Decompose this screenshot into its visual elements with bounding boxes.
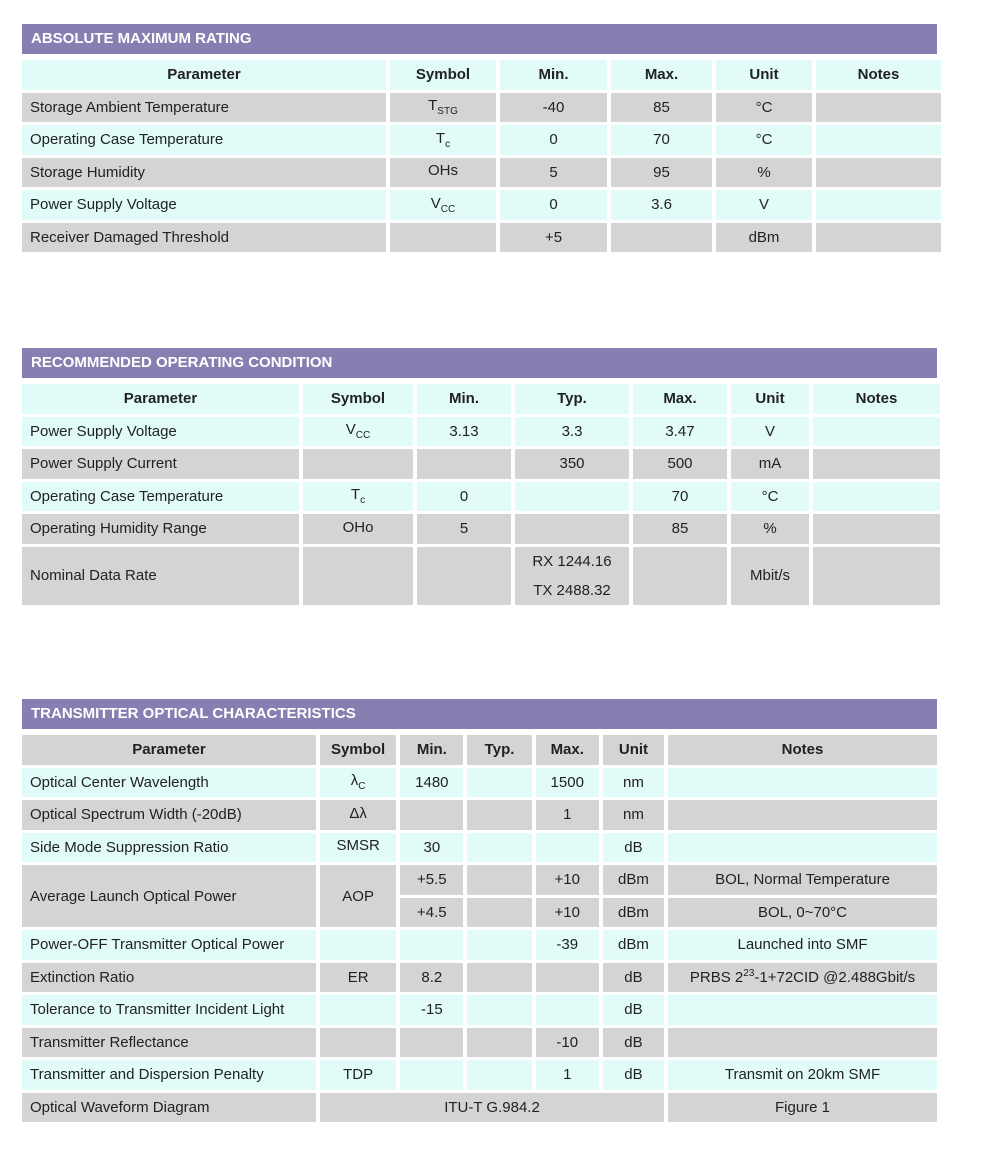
- header-cell: Min.: [500, 60, 607, 90]
- param-cell: Optical Center Wavelength: [22, 768, 316, 798]
- param-cell: Transmitter and Dispersion Penalty: [22, 1060, 316, 1090]
- header-cell: Unit: [716, 60, 812, 90]
- table-row: [22, 223, 941, 253]
- max-cell: 1: [536, 1060, 599, 1090]
- max-cell: 70: [633, 482, 727, 512]
- table-row: [22, 125, 941, 155]
- min-cell: 5: [500, 158, 607, 188]
- symbol-cell: $V_{CC}$: [303, 417, 413, 447]
- absolute-maximum-rating-section: [22, 24, 937, 255]
- table-row: [22, 1028, 937, 1058]
- min-cell: [400, 1060, 463, 1090]
- max-cell: +10: [536, 898, 599, 928]
- notes-cell: [813, 449, 940, 479]
- min-cell: [400, 1028, 463, 1058]
- typ-cell: [515, 482, 629, 512]
- unit-cell: nm: [603, 800, 664, 830]
- table-row: [22, 865, 937, 895]
- max-cell: 1: [536, 800, 599, 830]
- table-row: [22, 514, 940, 544]
- symbol-cell: [390, 223, 496, 253]
- unit-cell: Mbit/s: [731, 547, 809, 605]
- unit-cell: dBm: [603, 930, 664, 960]
- section-title: TRANSMITTER OPTICAL CHARACTERISTICS: [22, 699, 937, 729]
- notes-cell: [816, 190, 941, 220]
- unit-cell: dBm: [603, 865, 664, 895]
- typ-cell: 3.3: [515, 417, 629, 447]
- max-cell: +10: [536, 865, 599, 895]
- min-cell: 1480: [400, 768, 463, 798]
- notes-cell: [668, 1028, 937, 1058]
- header-cell: Unit: [603, 735, 664, 765]
- typ-cell: [467, 768, 531, 798]
- absolute-maximum-rating-table: [18, 57, 945, 255]
- param-cell: Operating Case Temperature: [22, 125, 386, 155]
- unit-cell: V: [731, 417, 809, 447]
- section-title: RECOMMENDED OPERATING CONDITION: [22, 348, 937, 378]
- max-cell: -39: [536, 930, 599, 960]
- typ-cell: [515, 514, 629, 544]
- param-cell: Optical Waveform Diagram: [22, 1093, 316, 1123]
- header-cell: Symbol: [303, 384, 413, 414]
- header-cell: Parameter: [22, 735, 316, 765]
- max-cell: 3.6: [611, 190, 712, 220]
- min-cell: +5: [500, 223, 607, 253]
- table-row: [22, 417, 940, 447]
- notes-cell: [813, 514, 940, 544]
- rx-rate: RX 1244.16: [532, 552, 612, 570]
- header-cell: Parameter: [22, 60, 386, 90]
- max-cell: 70: [611, 125, 712, 155]
- unit-cell: dB: [603, 963, 664, 993]
- notes-cell: [813, 547, 940, 605]
- unit-cell: dB: [603, 833, 664, 863]
- notes-cell: [813, 417, 940, 447]
- symbol-cell: TDP: [320, 1060, 396, 1090]
- symbol-cell: $\lambda_C$: [320, 768, 396, 798]
- notes-cell: PRBS $2^{23}-1+72CID$ @2.488Gbit/s: [668, 963, 937, 993]
- unit-cell: dBm: [603, 898, 664, 928]
- header-cell: Typ.: [467, 735, 531, 765]
- table-header-row: [22, 735, 937, 765]
- min-cell: 8.2: [400, 963, 463, 993]
- max-cell: [536, 963, 599, 993]
- min-cell: [417, 547, 511, 605]
- typ-cell: 350: [515, 449, 629, 479]
- unit-cell: V: [716, 190, 812, 220]
- typ-cell: [515, 547, 629, 605]
- param-cell: Storage Humidity: [22, 158, 386, 188]
- min-cell: 3.13: [417, 417, 511, 447]
- symbol-cell: ER: [320, 963, 396, 993]
- unit-cell: %: [731, 514, 809, 544]
- param-cell: Nominal Data Rate: [22, 547, 299, 605]
- symbol-cell: $T_c$: [390, 125, 496, 155]
- table-row: [22, 1060, 937, 1090]
- typ-cell: [467, 833, 531, 863]
- table-row: [22, 1093, 937, 1123]
- max-cell: [536, 995, 599, 1025]
- notes-cell: [816, 158, 941, 188]
- unit-cell: nm: [603, 768, 664, 798]
- min-cell: 0: [417, 482, 511, 512]
- max-cell: [536, 833, 599, 863]
- tx-rate: TX 2488.32: [533, 581, 611, 599]
- max-cell: [633, 547, 727, 605]
- header-cell: Notes: [668, 735, 937, 765]
- typ-cell: [467, 898, 531, 928]
- unit-cell: °C: [716, 93, 812, 123]
- min-cell: 30: [400, 833, 463, 863]
- header-cell: Max.: [633, 384, 727, 414]
- table-row: [22, 963, 937, 993]
- min-cell: +5.5: [400, 865, 463, 895]
- min-cell: [400, 930, 463, 960]
- unit-cell: °C: [716, 125, 812, 155]
- header-cell: Max.: [611, 60, 712, 90]
- typ-cell: [467, 930, 531, 960]
- notes-cell: [668, 995, 937, 1025]
- symbol-cell: $T_c$: [303, 482, 413, 512]
- notes-cell: [668, 833, 937, 863]
- min-cell: 0: [500, 125, 607, 155]
- typ-cell: [467, 800, 531, 830]
- table-row: [22, 93, 941, 123]
- param-cell: Tolerance to Transmitter Incident Light: [22, 995, 316, 1025]
- param-cell: Power Supply Current: [22, 449, 299, 479]
- table-row: [22, 768, 937, 798]
- symbol-cell: $V_{CC}$: [390, 190, 496, 220]
- table-row: [22, 190, 941, 220]
- notes-cell: [668, 800, 937, 830]
- param-cell: Power Supply Voltage: [22, 417, 299, 447]
- table-row: [22, 482, 940, 512]
- param-cell: Side Mode Suppression Ratio: [22, 833, 316, 863]
- table-row: [22, 800, 937, 830]
- symbol-cell: [320, 930, 396, 960]
- notes-cell: BOL, Normal Temperature: [668, 865, 937, 895]
- notes-cell: BOL, 0~70°C: [668, 898, 937, 928]
- notes-cell: [816, 223, 941, 253]
- param-cell: Storage Ambient Temperature: [22, 93, 386, 123]
- unit-cell: dB: [603, 995, 664, 1025]
- notes-cell: [816, 125, 941, 155]
- typ-cell: [467, 1028, 531, 1058]
- symbol-cell: [303, 449, 413, 479]
- header-cell: Unit: [731, 384, 809, 414]
- notes-cell: [813, 482, 940, 512]
- min-cell: [400, 800, 463, 830]
- notes-cell: [668, 768, 937, 798]
- symbol-cell: SMSR: [320, 833, 396, 863]
- table-row: [22, 833, 937, 863]
- symbol-cell: OHs: [390, 158, 496, 188]
- max-cell: 3.47: [633, 417, 727, 447]
- symbol-cell: AOP: [320, 865, 396, 927]
- unit-cell: mA: [731, 449, 809, 479]
- table-row: [22, 158, 941, 188]
- table-row: [22, 995, 937, 1025]
- transmitter-optical-characteristics-table: [18, 732, 941, 1125]
- section-title: ABSOLUTE MAXIMUM RATING: [22, 24, 937, 54]
- max-cell: [611, 223, 712, 253]
- transmitter-optical-characteristics-section: [22, 699, 937, 1125]
- symbol-cell: [320, 1028, 396, 1058]
- min-cell: +4.5: [400, 898, 463, 928]
- notes-cell: [816, 93, 941, 123]
- symbol-cell: [303, 547, 413, 605]
- unit-cell: °C: [731, 482, 809, 512]
- header-cell: Notes: [816, 60, 941, 90]
- notes-cell: Launched into SMF: [668, 930, 937, 960]
- unit-cell: dB: [603, 1028, 664, 1058]
- min-cell: [417, 449, 511, 479]
- header-cell: Typ.: [515, 384, 629, 414]
- notes-cell: Transmit on 20km SMF: [668, 1060, 937, 1090]
- param-cell: Extinction Ratio: [22, 963, 316, 993]
- param-cell: Transmitter Reflectance: [22, 1028, 316, 1058]
- min-cell: 0: [500, 190, 607, 220]
- header-cell: Min.: [417, 384, 511, 414]
- header-cell: Max.: [536, 735, 599, 765]
- table-row: [22, 930, 937, 960]
- param-cell: Average Launch Optical Power: [22, 865, 316, 927]
- header-cell: Symbol: [320, 735, 396, 765]
- param-cell: Power Supply Voltage: [22, 190, 386, 220]
- recommended-operating-condition-section: [22, 348, 937, 608]
- unit-cell: %: [716, 158, 812, 188]
- recommended-operating-condition-table: [18, 381, 944, 608]
- table-row: [22, 547, 940, 605]
- header-cell: Notes: [813, 384, 940, 414]
- param-cell: Operating Case Temperature: [22, 482, 299, 512]
- typ-cell: [467, 995, 531, 1025]
- header-cell: Symbol: [390, 60, 496, 90]
- notes-cell: Figure 1: [668, 1093, 937, 1123]
- typ-cell: [467, 963, 531, 993]
- spec-cell: ITU-T G.984.2: [320, 1093, 664, 1123]
- max-cell: -10: [536, 1028, 599, 1058]
- symbol-cell: $T_{STG}$: [390, 93, 496, 123]
- param-cell: Receiver Damaged Threshold: [22, 223, 386, 253]
- table-header-row: [22, 60, 941, 90]
- typ-cell: [467, 865, 531, 895]
- typ-cell: [467, 1060, 531, 1090]
- max-cell: 500: [633, 449, 727, 479]
- param-cell: Power-OFF Transmitter Optical Power: [22, 930, 316, 960]
- unit-cell: dBm: [716, 223, 812, 253]
- symbol-cell: [320, 995, 396, 1025]
- param-cell: Optical Spectrum Width (-20dB): [22, 800, 316, 830]
- symbol-cell: OHo: [303, 514, 413, 544]
- min-cell: -40: [500, 93, 607, 123]
- header-cell: Min.: [400, 735, 463, 765]
- table-header-row: [22, 384, 940, 414]
- table-row: [22, 449, 940, 479]
- min-cell: -15: [400, 995, 463, 1025]
- param-cell: Operating Humidity Range: [22, 514, 299, 544]
- max-cell: 1500: [536, 768, 599, 798]
- header-cell: Parameter: [22, 384, 299, 414]
- max-cell: 85: [633, 514, 727, 544]
- max-cell: 95: [611, 158, 712, 188]
- symbol-cell: Δλ: [320, 800, 396, 830]
- max-cell: 85: [611, 93, 712, 123]
- min-cell: 5: [417, 514, 511, 544]
- unit-cell: dB: [603, 1060, 664, 1090]
